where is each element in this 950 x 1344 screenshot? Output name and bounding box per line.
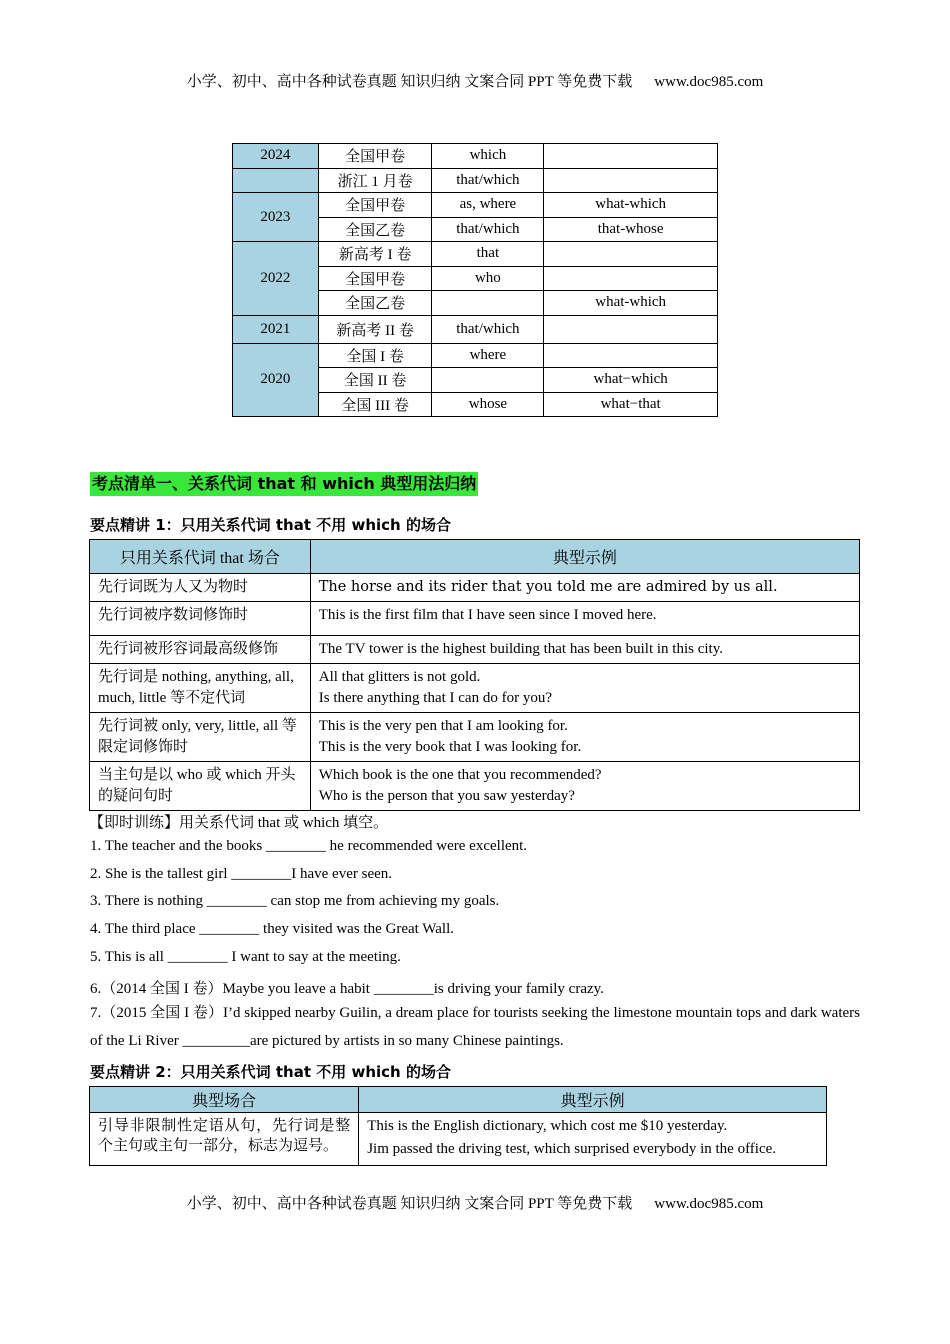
case-cell: 先行词被形容词最高级修饰	[90, 636, 311, 664]
case-cell: 先行词既为人又为物时	[90, 574, 311, 602]
pronoun-cell	[432, 368, 544, 393]
practice-item: 6.（2014 全国 I 卷）Maybe you leave a habit ________is driving your family crazy.	[90, 981, 604, 997]
table-row	[90, 636, 860, 664]
table-row	[90, 602, 860, 636]
table-row	[90, 713, 860, 762]
column-header: 典型场合	[90, 1087, 359, 1113]
example-cell	[359, 1113, 827, 1166]
header-text: 小学、初中、高中各种试卷真题 知识归纳 文案合同 PPT 等免费下载	[186, 74, 633, 90]
pair-cell	[544, 168, 718, 193]
pair-cell	[544, 343, 718, 368]
practice-item: 3. There is nothing ________ can stop me from achieving my goals.	[90, 893, 500, 909]
pronoun-cell: that/which	[432, 168, 544, 193]
pronoun-cell: that/which	[432, 315, 544, 343]
practice-title: 【即时训练】用关系代词 that 或 which 填空。	[89, 815, 389, 831]
column-header: 典型示例	[359, 1087, 827, 1113]
table-row	[90, 762, 860, 811]
pair-cell	[544, 242, 718, 267]
column-header: 典型示例	[310, 540, 859, 574]
example-line: Who is the person that you saw yesterday?	[318, 788, 575, 804]
practice-item: 2. She is the tallest girl ________I have ever seen.	[90, 866, 393, 882]
example-line: The TV tower is the highest building that has been built in this city.	[318, 641, 723, 657]
pronoun-cell: where	[432, 343, 544, 368]
paper-cell: 全国 I 卷	[318, 343, 432, 368]
example-cell	[310, 602, 859, 636]
pair-cell: what−that	[544, 392, 718, 417]
year-cell: 2023	[233, 193, 319, 242]
case-cell: 引导非限制性定语从句，先行词是整个主句或主句一部分，标志为逗号。	[90, 1113, 359, 1166]
paper-cell: 全国甲卷	[318, 193, 432, 218]
pronoun-cell: which	[432, 144, 544, 169]
year-cell: 2024	[233, 144, 319, 169]
example-line: The horse and its rider that you told me are admired by us all.	[318, 579, 778, 595]
example-cell	[310, 664, 859, 713]
practice-item: 7.（2015 全国 I 卷）I’d skipped nearby Guilin, a dream place for tourists seeking the limestone mountain tops and dark waters of the Li River _________are pictured by artists in so many Chinese paintings.	[90, 1005, 860, 1049]
practice-item: 5. This is all ________ I want to say at the meeting.	[90, 949, 401, 965]
paper-cell: 新高考 II 卷	[318, 315, 432, 343]
example-cell	[310, 574, 859, 602]
footer-text: 小学、初中、高中各种试卷真题 知识归纳 文案合同 PPT 等免费下载	[186, 1196, 633, 1212]
example-line: Is there anything that I can do for you?	[318, 690, 552, 706]
year-cell: 2022	[233, 242, 319, 316]
pronoun-cell: whose	[432, 392, 544, 417]
paper-cell: 全国乙卷	[318, 291, 432, 316]
year-cell	[233, 168, 319, 193]
example-line: This is the very book that I was looking for.	[318, 739, 582, 755]
case-cell: 先行词被序数词修饰时	[90, 602, 311, 636]
paper-cell: 全国 III 卷	[318, 392, 432, 417]
example-cell	[310, 762, 859, 811]
header-url: www.doc985.com	[654, 74, 764, 90]
example-line: Jim passed the driving test, which surprised everybody in the office.	[367, 1141, 777, 1157]
paper-cell: 全国乙卷	[318, 217, 432, 242]
example-line: All that glitters is not gold.	[318, 669, 481, 685]
year-cell: 2020	[233, 343, 319, 417]
point2-title: 要点精讲 2：只用关系代词 that 不用 which 的场合	[90, 1063, 451, 1081]
example-line: This is the very pen that I am looking for.	[318, 718, 568, 734]
case-cell: 当主句是以 who 或 which 开头的疑问句时	[90, 762, 311, 811]
paper-cell: 全国 II 卷	[318, 368, 432, 393]
year-cell: 2021	[233, 315, 319, 343]
example-line: This is the English dictionary, which cost me $10 yesterday.	[367, 1118, 728, 1134]
paper-cell: 浙江 1 月卷	[318, 168, 432, 193]
section-title: 考点清单一、关系代词 that 和 which 典型用法归纳	[90, 472, 478, 496]
pair-cell: what-which	[544, 291, 718, 316]
pair-cell: what-which	[544, 193, 718, 218]
pronoun-cell: that/which	[432, 217, 544, 242]
case-cell: 先行词被 only, very, little, all 等限定词修饰时	[90, 713, 311, 762]
example-line: This is the first film that I have seen since I moved here.	[318, 607, 657, 623]
pair-cell: that-whose	[544, 217, 718, 242]
pair-cell	[544, 144, 718, 169]
table-row	[90, 664, 860, 713]
page-header	[0, 70, 950, 91]
example-line: Which book is the one that you recommended?	[318, 767, 602, 783]
point2-table	[89, 1086, 827, 1166]
page-footer	[0, 1192, 950, 1213]
pronoun-cell: as, where	[432, 193, 544, 218]
example-cell	[310, 636, 859, 664]
practice-item: 4. The third place ________ they visited was the Great Wall.	[90, 921, 454, 937]
point1-table	[89, 539, 860, 811]
footer-url: www.doc985.com	[654, 1196, 764, 1212]
point1-title: 要点精讲 1：只用关系代词 that 不用 which 的场合	[90, 516, 451, 534]
paper-cell: 全国甲卷	[318, 144, 432, 169]
pair-cell	[544, 266, 718, 291]
exam-table	[232, 143, 718, 417]
table-row	[90, 1113, 827, 1166]
paper-cell: 全国甲卷	[318, 266, 432, 291]
pair-cell: what−which	[544, 368, 718, 393]
pronoun-cell: that	[432, 242, 544, 267]
column-header: 只用关系代词 that 场合	[90, 540, 311, 574]
practice-item: 1. The teacher and the books ________ he recommended were excellent.	[90, 838, 528, 854]
pronoun-cell	[432, 291, 544, 316]
pair-cell	[544, 315, 718, 343]
example-cell	[310, 713, 859, 762]
pronoun-cell: who	[432, 266, 544, 291]
paper-cell: 新高考 I 卷	[318, 242, 432, 267]
case-cell: 先行词是 nothing, anything, all, much, little 等不定代词	[90, 664, 311, 713]
table-row	[90, 574, 860, 602]
